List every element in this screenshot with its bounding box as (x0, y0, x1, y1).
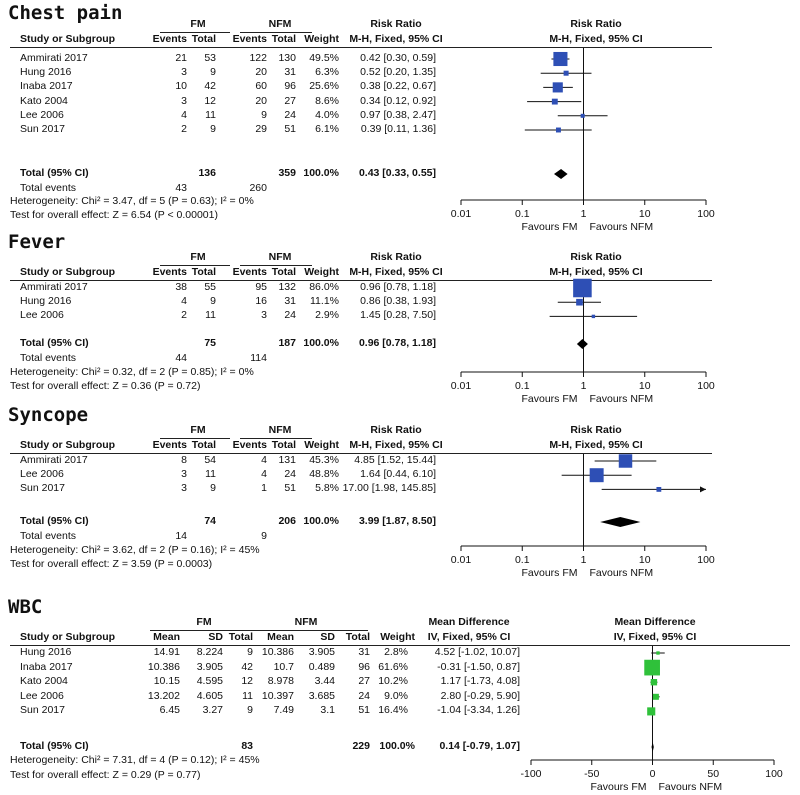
study-weight: 6.3% (315, 66, 339, 79)
group1-header: FM (190, 251, 206, 263)
study-mean1: 10.386 (147, 660, 180, 673)
study-name: Ammirati 2017 (20, 52, 88, 64)
group1-header: FM (190, 424, 206, 436)
favours-right-label: Favours NFM (589, 393, 654, 405)
study-mean2: 7.49 (273, 704, 294, 717)
study-events2: 29 (255, 123, 267, 135)
study-total2: 51 (284, 482, 296, 495)
study-ci: 17.00 [1.98, 145.85] (342, 482, 436, 495)
col-mean2: Mean (267, 631, 294, 643)
total-events2: 260 (249, 182, 267, 194)
total-events1: 14 (175, 530, 187, 542)
group1-header: FM (190, 18, 206, 30)
study-name: Ammirati 2017 (20, 454, 88, 466)
total-label: Total (95% CI) (20, 740, 89, 752)
study-sd1: 4.605 (196, 689, 223, 702)
study-ci: 0.39 [0.11, 1.36] (360, 123, 436, 135)
col-weight: Weight (304, 33, 339, 45)
study-weight: 8.6% (315, 94, 339, 107)
study-marker (651, 679, 657, 685)
heterogeneity-text: Heterogeneity: Chi² = 3.47, df = 5 (P = 0.63); I² = 0% (10, 195, 254, 207)
study-ci: 0.97 [0.38, 2.47] (360, 108, 436, 121)
x-tick-label: 0.01 (450, 208, 472, 220)
study-name: Inaba 2017 (20, 80, 73, 93)
study-events1: 2 (181, 123, 187, 135)
overall-effect-text: Test for overall effect: Z = 0.36 (P = 0.72) (10, 380, 201, 392)
x-tick-label: -50 (584, 768, 600, 780)
study-events1: 3 (181, 468, 187, 481)
col-weight: Weight (304, 266, 339, 278)
study-events1: 3 (181, 94, 187, 107)
study-ci: -1.04 [-3.34, 1.26] (437, 704, 520, 717)
study-total2: 130 (278, 52, 296, 64)
x-tick-label: 50 (707, 768, 720, 780)
col-events1: Events (152, 33, 187, 45)
study-events1: 3 (181, 66, 187, 79)
study-ci: 0.52 [0.20, 1.35] (360, 66, 436, 79)
total-label: Total (95% CI) (20, 337, 89, 349)
study-name: Hung 2016 (20, 646, 72, 658)
study-weight: 4.0% (315, 108, 339, 121)
col-weight: Weight (304, 439, 339, 451)
study-ci: 2.80 [-0.29, 5.90] (440, 689, 520, 702)
col-weight: Weight (380, 631, 415, 643)
col-events2: Events (232, 439, 267, 451)
plot-method: M-H, Fixed, 95% CI (549, 439, 643, 451)
total-n1: 74 (204, 515, 216, 527)
measure-header: Risk Ratio (370, 251, 422, 263)
favours-right-label: Favours NFM (658, 781, 723, 793)
x-tick-label: 1 (580, 380, 587, 392)
study-sd1: 8.224 (196, 646, 223, 658)
x-tick-label: 100 (765, 768, 783, 780)
study-events1: 8 (181, 454, 187, 466)
col-total1: Total (191, 439, 216, 451)
study-total1: 9 (247, 646, 253, 658)
study-weight: 48.8% (309, 468, 339, 481)
measure-header-plot: Risk Ratio (570, 251, 622, 263)
study-weight: 86.0% (309, 281, 339, 293)
group2-header: NFM (268, 424, 292, 436)
study-sd2: 3.1 (320, 704, 335, 717)
study-total2: 51 (358, 704, 370, 717)
study-total1: 12 (204, 94, 216, 107)
group2-header: NFM (294, 616, 318, 628)
total-n1: 75 (204, 337, 216, 349)
x-tick-label: 0.1 (514, 208, 530, 220)
study-events1: 2 (181, 309, 187, 322)
col-sd1: SD (208, 631, 223, 643)
study-weight: 9.0% (384, 689, 408, 702)
col-ci: M-H, Fixed, 95% CI (349, 266, 443, 278)
study-marker (647, 707, 655, 715)
x-tick-label: 1 (580, 554, 587, 566)
total-events2: 9 (261, 530, 267, 542)
study-marker (653, 694, 659, 700)
favours-left-label: Favours FM (521, 393, 578, 405)
study-mean1: 6.45 (159, 704, 180, 717)
measure-header: Risk Ratio (370, 424, 422, 436)
col-sd2: SD (320, 631, 335, 643)
study-events2: 60 (255, 80, 267, 93)
study-total2: 27 (284, 94, 296, 107)
study-weight: 10.2% (378, 675, 408, 688)
study-ci: -0.31 [-1.50, 0.87] (437, 660, 520, 673)
study-name: Inaba 2017 (20, 660, 73, 673)
total-n2: 359 (278, 167, 296, 179)
plot-method: M-H, Fixed, 95% CI (549, 266, 643, 278)
total-ci: 0.14 [-0.79, 1.07] (439, 740, 520, 752)
plot-method: IV, Fixed, 95% CI (613, 631, 697, 643)
study-events2: 4 (261, 454, 267, 466)
study-mean2: 10.7 (273, 660, 294, 673)
study-total1: 12 (241, 675, 253, 688)
study-events2: 20 (255, 94, 267, 107)
measure-header-plot: Risk Ratio (570, 424, 622, 436)
study-sd2: 3.905 (308, 646, 335, 658)
x-tick-label: 100 (697, 380, 715, 392)
study-total2: 96 (358, 660, 370, 673)
x-tick-label: 0.1 (514, 380, 530, 392)
study-mean1: 13.202 (147, 689, 180, 702)
study-sd2: 3.44 (314, 675, 335, 688)
col-total1: Total (228, 631, 253, 643)
study-name: Lee 2006 (20, 108, 64, 121)
overall-effect-text: Test for overall effect: Z = 0.29 (P = 0.77) (10, 769, 201, 781)
study-events2: 95 (255, 281, 267, 293)
study-total1: 11 (205, 108, 216, 121)
study-events2: 1 (261, 482, 267, 495)
study-mean1: 14.91 (153, 646, 180, 658)
x-tick-label: 10 (638, 208, 651, 220)
study-total2: 131 (278, 454, 296, 466)
study-ci: 0.38 [0.22, 0.67] (360, 80, 436, 93)
group2-header: NFM (268, 18, 292, 30)
study-total2: 27 (358, 675, 370, 688)
study-total2: 51 (284, 123, 296, 135)
total-n1: 136 (198, 167, 216, 179)
study-events2: 122 (249, 52, 267, 64)
study-ci: 4.85 [1.52, 15.44] (354, 454, 436, 466)
study-total1: 42 (241, 660, 253, 673)
study-sd1: 3.27 (202, 704, 223, 717)
panel-title: Chest pain (8, 2, 123, 24)
study-events2: 9 (261, 108, 267, 121)
favours-left-label: Favours FM (521, 567, 578, 579)
study-weight: 61.6% (378, 660, 408, 673)
measure-header-plot: Risk Ratio (570, 18, 622, 30)
x-tick-label: 0.01 (450, 380, 472, 392)
col-total2: Total (271, 266, 296, 278)
study-name: Ammirati 2017 (20, 281, 88, 293)
study-name: Kato 2004 (20, 675, 68, 688)
col-events1: Events (152, 439, 187, 451)
heterogeneity-text: Heterogeneity: Chi² = 0.32, df = 2 (P = 0.85); I² = 0% (10, 366, 254, 378)
study-mean2: 8.978 (267, 675, 294, 688)
study-weight: 2.8% (384, 646, 408, 658)
study-total1: 54 (204, 454, 216, 466)
total-events1: 44 (175, 352, 187, 364)
x-tick-label: 0.1 (514, 554, 530, 566)
x-tick-label: 0 (649, 768, 656, 780)
study-ci: 1.45 [0.28, 7.50] (360, 309, 436, 322)
col-ci: M-H, Fixed, 95% CI (349, 439, 443, 451)
study-total2: 31 (284, 295, 296, 308)
study-total1: 9 (247, 704, 253, 717)
total-n2: 206 (278, 515, 296, 527)
study-name: Sun 2017 (20, 704, 65, 717)
heterogeneity-text: Heterogeneity: Chi² = 3.62, df = 2 (P = 0.16); I² = 45% (10, 544, 260, 556)
total-n1: 83 (241, 740, 253, 752)
col-study: Study or Subgroup (20, 266, 116, 278)
group1-header: FM (196, 616, 212, 628)
col-total1: Total (191, 266, 216, 278)
study-name: Lee 2006 (20, 309, 64, 322)
study-total1: 9 (210, 123, 216, 135)
study-total1: 9 (210, 295, 216, 308)
total-events2: 114 (250, 352, 267, 364)
study-total2: 96 (284, 80, 296, 93)
study-total1: 9 (210, 66, 216, 79)
study-total2: 24 (284, 108, 296, 121)
total-events-label: Total events (20, 352, 77, 364)
total-weight: 100.0% (303, 167, 339, 179)
col-ci: IV, Fixed, 95% CI (427, 631, 511, 643)
study-name: Hung 2016 (20, 295, 72, 308)
col-total1: Total (191, 33, 216, 45)
study-marker (644, 660, 660, 676)
col-total2: Total (345, 631, 370, 643)
heterogeneity-text: Heterogeneity: Chi² = 7.31, df = 4 (P = 0.12); I² = 45% (10, 754, 260, 766)
study-sd2: 0.489 (308, 660, 335, 673)
panel-title: Syncope (8, 404, 89, 426)
study-mean2: 10.386 (261, 646, 294, 658)
study-events1: 21 (175, 52, 187, 64)
study-name: Lee 2006 (20, 468, 64, 481)
overall-effect-text: Test for overall effect: Z = 3.59 (P = 0.0003) (10, 558, 213, 570)
x-tick-label: 10 (638, 380, 651, 392)
study-sd2: 3.685 (308, 689, 335, 702)
study-ci: 0.96 [0.78, 1.18] (360, 281, 436, 293)
plot-method: M-H, Fixed, 95% CI (549, 33, 643, 45)
favours-left-label: Favours FM (590, 781, 647, 793)
study-weight: 25.6% (309, 80, 339, 93)
total-events1: 43 (175, 182, 187, 194)
study-events1: 10 (175, 80, 187, 93)
study-sd1: 3.905 (196, 660, 223, 673)
study-mean2: 10.397 (261, 689, 294, 702)
panel-title: WBC (8, 596, 43, 618)
favours-right-label: Favours NFM (589, 221, 654, 233)
study-ci: 1.17 [-1.73, 4.08] (440, 675, 520, 688)
col-mean1: Mean (153, 631, 180, 643)
total-label: Total (95% CI) (20, 167, 89, 179)
study-mean1: 10.15 (153, 675, 180, 688)
panel-title: Fever (8, 231, 66, 253)
study-ci: 0.42 [0.30, 0.59] (360, 52, 436, 64)
total-n2: 229 (352, 740, 370, 752)
study-total1: 42 (204, 80, 216, 93)
study-total2: 24 (284, 309, 296, 322)
study-weight: 2.9% (315, 309, 339, 322)
study-name: Hung 2016 (20, 66, 72, 79)
col-study: Study or Subgroup (20, 439, 116, 451)
study-ci: 1.64 [0.44, 6.10] (360, 468, 436, 481)
x-tick-label: 100 (697, 554, 715, 566)
total-label: Total (95% CI) (20, 515, 89, 527)
study-weight: 45.3% (309, 454, 339, 466)
total-weight: 100.0% (303, 515, 339, 527)
x-tick-label: 10 (638, 554, 651, 566)
study-sd1: 4.595 (196, 675, 223, 688)
col-study: Study or Subgroup (20, 33, 116, 45)
study-events2: 4 (261, 468, 267, 481)
overall-effect-text: Test for overall effect: Z = 6.54 (P < 0.00001) (10, 209, 218, 221)
study-weight: 16.4% (378, 704, 408, 717)
study-events2: 16 (255, 295, 267, 308)
x-tick-label: 100 (697, 208, 715, 220)
study-name: Kato 2004 (20, 94, 68, 107)
col-events1: Events (152, 266, 187, 278)
total-n2: 187 (278, 337, 296, 349)
study-weight: 6.1% (315, 123, 339, 135)
total-events-label: Total events (20, 182, 77, 194)
group2-header: NFM (268, 251, 292, 263)
study-name: Lee 2006 (20, 689, 64, 702)
total-ci: 0.43 [0.33, 0.55] (358, 167, 436, 179)
col-events2: Events (232, 33, 267, 45)
total-weight: 100.0% (303, 337, 339, 349)
study-events1: 4 (181, 108, 187, 121)
study-total1: 55 (204, 281, 216, 293)
study-weight: 49.5% (309, 52, 339, 64)
col-ci: M-H, Fixed, 95% CI (349, 33, 443, 45)
study-marker (656, 651, 659, 654)
study-ci: 4.52 [-1.02, 10.07] (434, 646, 520, 658)
study-total1: 11 (205, 309, 216, 322)
study-events1: 3 (181, 482, 187, 495)
study-total2: 132 (278, 281, 296, 293)
study-total1: 9 (210, 482, 216, 495)
study-name: Sun 2017 (20, 123, 65, 135)
study-events2: 3 (261, 309, 267, 322)
x-tick-label: 0.01 (450, 554, 472, 566)
study-total1: 53 (204, 52, 216, 64)
measure-header: Risk Ratio (370, 18, 422, 30)
total-events-label: Total events (20, 530, 77, 542)
study-name: Sun 2017 (20, 482, 65, 495)
favours-right-label: Favours NFM (589, 567, 654, 579)
study-total1: 11 (205, 468, 216, 481)
study-events1: 38 (175, 281, 187, 293)
study-total2: 24 (358, 689, 370, 702)
study-weight: 5.8% (315, 482, 339, 495)
total-weight: 100.0% (379, 740, 415, 752)
study-ci: 0.86 [0.38, 1.93] (360, 295, 436, 308)
col-study: Study or Subgroup (20, 631, 116, 643)
study-weight: 11.1% (310, 295, 339, 308)
total-ci: 3.99 [1.87, 8.50] (358, 515, 436, 527)
x-tick-label: -100 (520, 768, 542, 780)
study-events1: 4 (181, 295, 187, 308)
favours-left-label: Favours FM (521, 221, 578, 233)
total-diamond (652, 742, 654, 752)
study-total1: 11 (242, 689, 253, 702)
study-total2: 31 (358, 646, 370, 658)
study-events2: 20 (255, 66, 267, 79)
measure-header: Mean Difference (428, 616, 510, 628)
study-ci: 0.34 [0.12, 0.92] (360, 94, 436, 107)
study-total2: 31 (284, 66, 296, 79)
total-ci: 0.96 [0.78, 1.18] (358, 337, 436, 349)
col-total2: Total (271, 439, 296, 451)
col-total2: Total (271, 33, 296, 45)
measure-header-plot: Mean Difference (614, 616, 696, 628)
study-total2: 24 (284, 468, 296, 481)
col-events2: Events (232, 266, 267, 278)
x-tick-label: 1 (580, 208, 587, 220)
